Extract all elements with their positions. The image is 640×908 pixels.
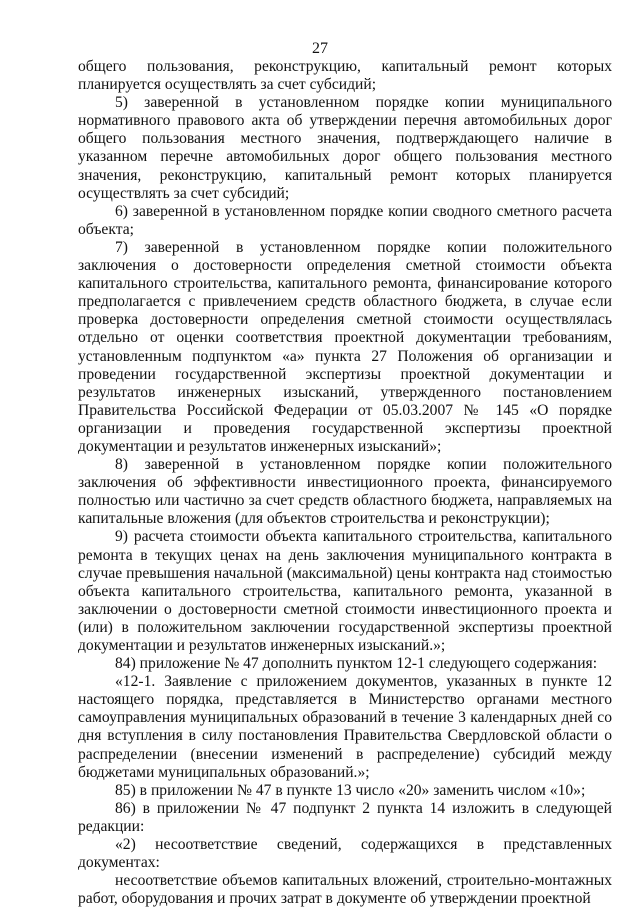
paragraph: 8) заверенной в установленном порядке копии положительного заключения об эффективности инвестиционного проекта, финансируемого полностью или частично за счет средств областного бюджета, направляемых на капитальные вложения (для объектов строительства и реконструкции);	[78, 456, 612, 528]
paragraph: 7) заверенной в установленном порядке копии положительного заключения о достоверности определения сметной стоимости объекта капитального строительства, капитального ремонта, финансирование которого предполагается с привлечением средств областного бюджета, в случае если проверка достоверности определения сметной стоимости осуществлялась отдельно от оценки соответствия проектной документации требованиям, установленным подпунктом «а» пункта 27 Положения об организации и проведении государственной экспертизы проектной документации и результатов инженерных изысканий, утвержденного постановлением Правительства Российской Федерации от 05.03.2007 № 145 «О порядке организации и проведения государственной экспертизы проектной документации и результатов инженерных изысканий»;	[78, 238, 612, 455]
paragraph: несоответствие объемов капитальных вложений, строительно-монтажных работ, оборудования и прочих затрат в документе об утверждении проектной	[78, 872, 612, 908]
paragraph: 86) в приложении № 47 подпункт 2 пункта 14 изложить в следующей редакции:	[78, 799, 612, 835]
paragraph: 6) заверенной в установленном порядке копии сводного сметного расчета объекта;	[78, 202, 612, 238]
paragraph: «2) несоответствие сведений, содержащихся в представленных документах:	[78, 836, 612, 872]
paragraph: 5) заверенной в установленном порядке копии муниципального нормативного правового акта об утверждении перечня автомобильных дорог общего пользования местного значения, подтверждающего наличие в указанном перечне автомобильных дорог общего пользования местного значения, реконструкцию, капитальный ремонт которых планируется осуществлять за счет субсидий;	[78, 94, 612, 202]
paragraph: 9) расчета стоимости объекта капитального строительства, капитального ремонта в текущих ценах на день заключения муниципального контракта в случае превышения начальной (максимальной) цены контракта над стоимостью объекта капитального строительства, капитального ремонта, указанной в заключении о достоверности сметной стоимости инвестиционного проекта и (или) в положительном заключении государственной экспертизы проектной документации и результатов инженерных изысканий.»;	[78, 528, 612, 654]
paragraph: 84) приложение № 47 дополнить пунктом 12-1 следующего содержания:	[115, 655, 598, 673]
paragraph: «12-1. Заявление с приложением документов, указанных в пункте 12 настоящего порядка, представляется в Министерство органами местного самоуправления муниципальных образований в течение 3 календарных дней со дня вступления в силу постановления Правительства Свердловской области о распределении (внесении изменений в распределение) субсидий между бюджетами муниципальных образований.»;	[78, 673, 612, 781]
body-text	[78, 58, 612, 908]
paragraph: 85) в приложении № 47 в пункте 13 число «20» заменить числом «10»;	[115, 781, 586, 799]
paragraph: общего пользования, реконструкцию, капитальный ремонт которых планируется осуществлять за счет субсидий;	[78, 58, 612, 94]
page-number: 27	[312, 40, 328, 57]
